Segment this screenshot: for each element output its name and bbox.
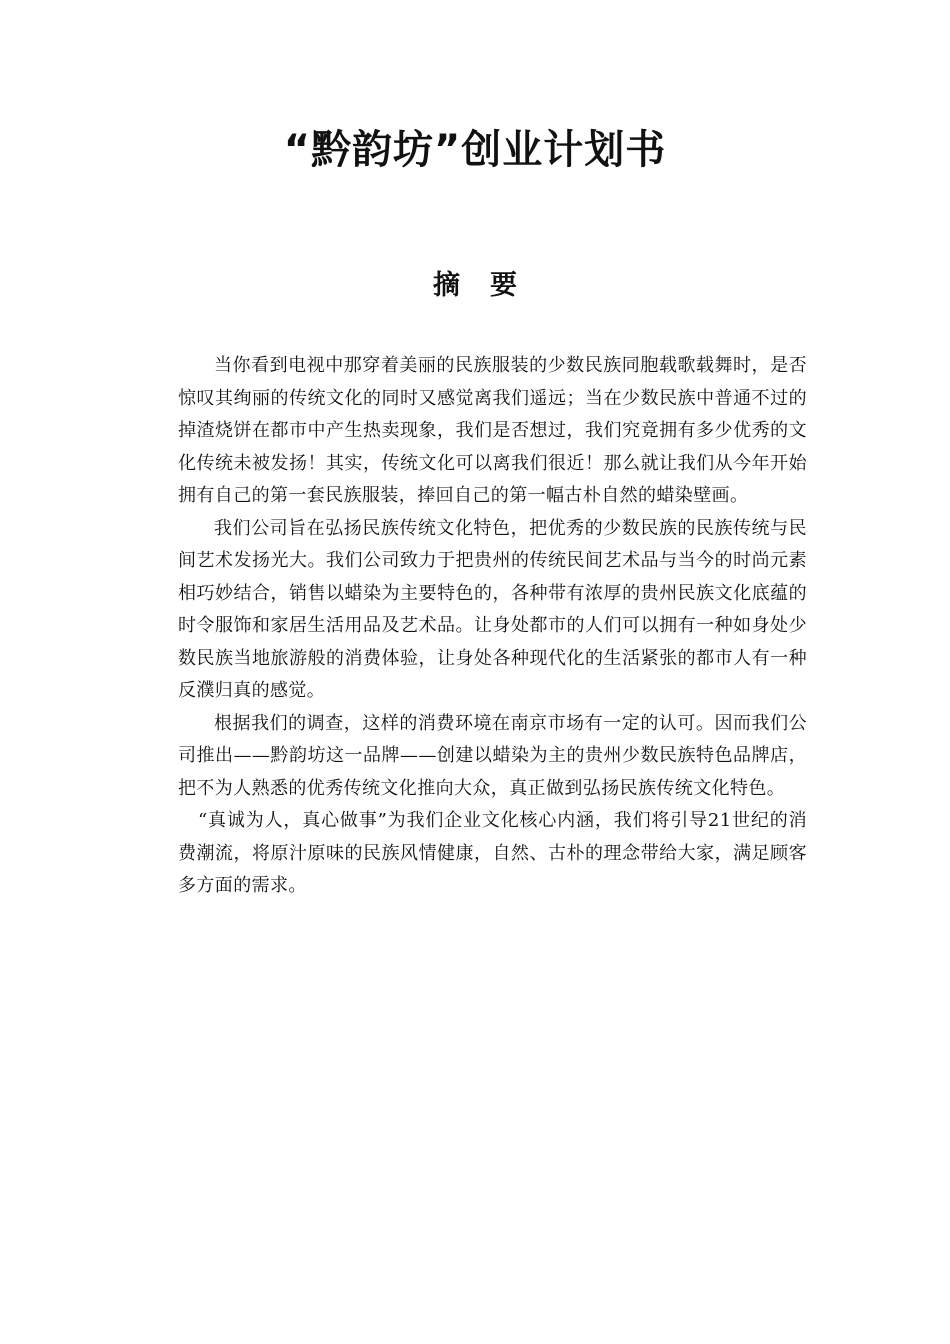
abstract-paragraph-3: 根据我们的调查，这样的消费环境在南京市场有一定的认可。因而我们公司推出——黔韵坊这一品牌——创建以蜡染为主的贵州少数民族特色品牌店，把不为人熟悉的优秀传统文化推向大众，真正做到弘扬民族传统文化特色。 — [178, 712, 807, 799]
abstract-paragraph-4: “真诚为人，真心做事”为我们企业文化核心内涵，我们将引导21世纪的消费潮流，将原汁原味的民族风情健康，自然、古朴的理念带给大家，满足顾客多方面的需求。 — [178, 810, 807, 896]
abstract-paragraph-2: 我们公司旨在弘扬民族传统文化特色，把优秀的少数民族的民族传统与民间艺术发扬光大。我们公司致力于把贵州的传统民间艺术品与当今的时尚元素相巧妙结合，销售以蜡染为主要特色的，各种带有浓厚的贵州民族文化底蕴的时令服饰和家居生活用品及艺术品。让身处都市的人们可以拥有一种如身处少数民族当地旅游般的消费体验，让身处各种现代化的生活紧张的都市人有一种反濮归真的感觉。 — [178, 517, 807, 701]
abstract-paragraph-1: 当你看到电视中那穿着美丽的民族服装的少数民族同胞载歌载舞时，是否惊叹其绚丽的传统文化的同时又感觉离我们遥远；当在少数民族中普通不过的掉渣烧饼在都市中产生热卖现象，我们是否想过，我们究竟拥有多少优秀的文化传统未被发扬！其实，传统文化可以离我们很近！那么就让我们从今年开始拥有自己的第一套民族服装，捧回自己的第一幅古朴自然的蜡染壁画。 — [178, 355, 807, 506]
section-heading-abstract: 摘要 — [433, 270, 547, 301]
document-title: “黔韵坊”创业计划书 — [283, 127, 667, 173]
abstract-body — [178, 350, 807, 903]
